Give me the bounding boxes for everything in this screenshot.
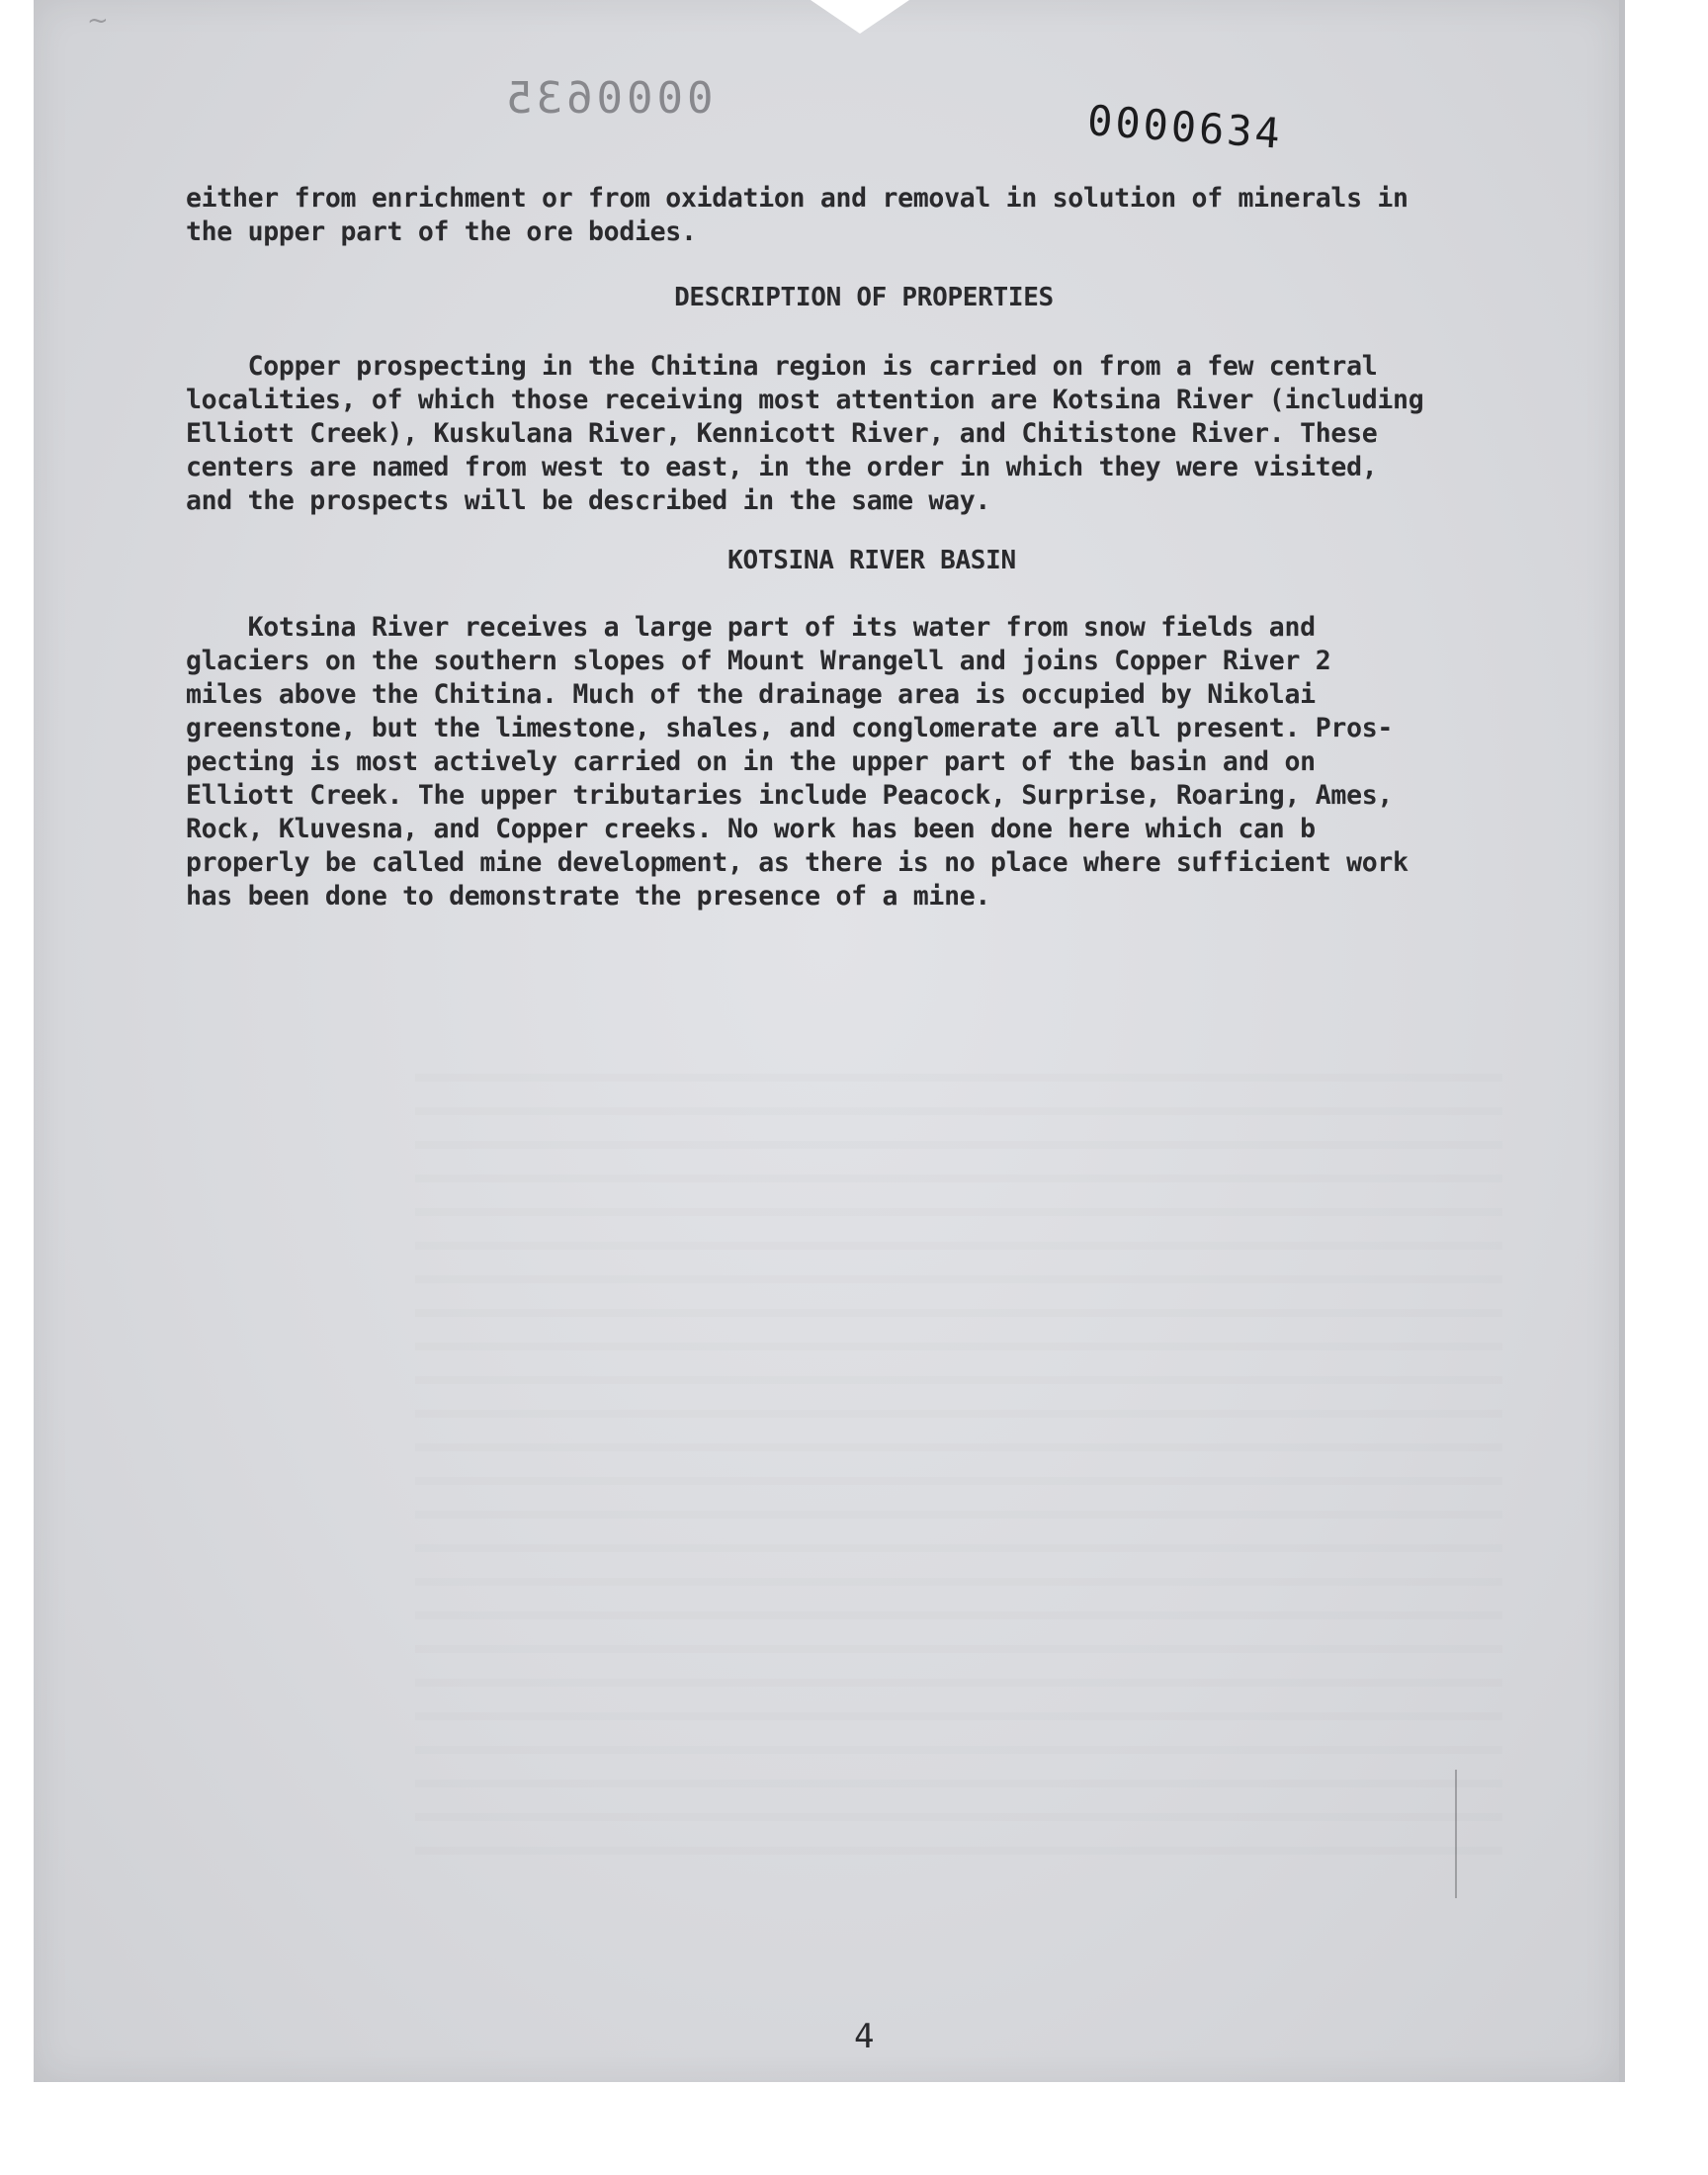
mirrored-page-stamp: 0000635 <box>502 73 714 124</box>
heading-description-of-properties: DESCRIPTION OF PROPERTIES <box>674 283 1054 312</box>
paragraph-copper-prospecting: Copper prospecting in the Chitina region is carried on from a few central localities, of which those receiving most attention are Kotsina River (including Elliott Creek), Kuskulana River, Kennicott River, and Chitistone River. These centers are named from west to east, in the order in which they were visited, and the prospects will be described in the same way. <box>186 351 1424 516</box>
stray-pencil-mark <box>1455 1770 1457 1898</box>
paragraph-intro: either from enrichment or from oxidation and removal in solution of minerals in the upper part of the ore bodies. <box>186 183 1409 247</box>
page-number: 4 <box>854 2017 875 2056</box>
corner-smudge-icon: ~ <box>87 6 109 36</box>
paragraph-kotsina-river: Kotsina River receives a large part of its water from snow fields and glaciers on the southern slopes of Mount Wrangell and joins Copper River 2 miles above the Chitina. Much of the drainage area is occupied by Nikolai greenstone, but the limestone, shales, and conglomerate are all present. Pros- pecting is most actively carried on in the upper part of the basin and on Elliott Creek. The upper tributaries include Peacock, Surprise, Roaring, Ames, Rock, Kluvesna, and Copper creeks. No work has been done here which can b properly be called mine development, as there is no place where sufficient work has been done to demonstrate the presence of a mine. <box>186 612 1409 912</box>
heading-kotsina-river-basin: KOTSINA RIVER BASIN <box>727 546 1016 575</box>
page-stamp: 0000634 <box>1085 96 1285 158</box>
page-notch <box>811 0 909 34</box>
